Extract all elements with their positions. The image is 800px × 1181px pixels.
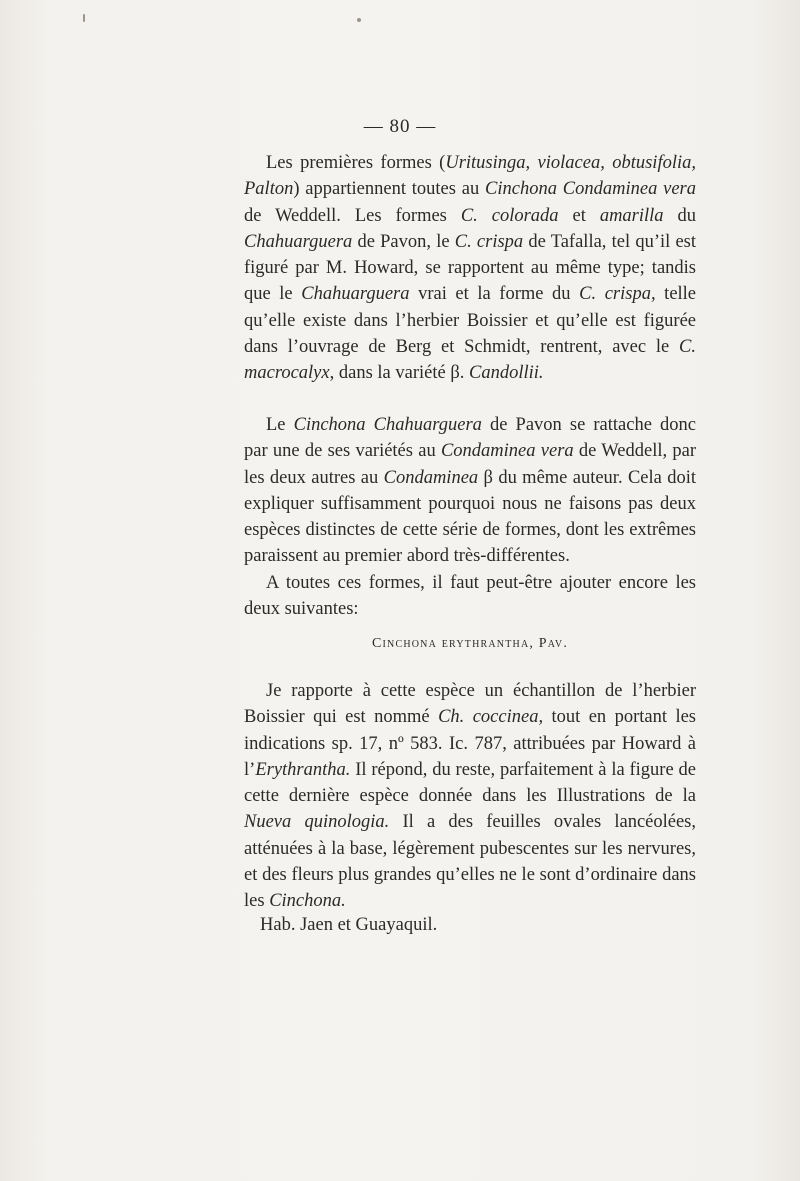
text-run: Il répond, du reste, parfaitement à la figure de cette dernière espèce donnée dans les Illustrations de la [244, 759, 696, 807]
paragraph-5 [244, 912, 696, 938]
text-run: de Weddell. Les formes [244, 205, 461, 226]
text-run: Il a des feuilles ovales lancéolées, atténuées à la base, légèrement pubescentes sur les nervures, et des fleurs plus grandes qu’elles ne le sont d’ordinaire dans les [244, 812, 697, 912]
ink-speck [357, 18, 361, 22]
italic-taxon: Ch. coccinea, [438, 707, 544, 728]
italic-taxon: C. crispa [454, 231, 524, 252]
text-run: tout en portant les indications sp. 17, nº 583. Ic. 787, attribuées par Howard à l’ [244, 707, 697, 780]
italic-taxon: C. crispa, [579, 284, 656, 305]
text-run: β du même auteur. Cela doit expliquer suffisamment pourquoi nous ne faisons pas deux espèces distinctes de cette série de formes, dont les extrêmes paraissent au premier abord très-différentes. [244, 467, 696, 567]
text-run: du [663, 205, 696, 226]
text-run: Hab. Jaen et Guayaquil. [260, 915, 438, 935]
text-run: de Weddell, par les deux autres au [244, 441, 696, 488]
paragraph-3 [244, 570, 696, 623]
italic-taxon: Uritusinga [445, 153, 526, 173]
italic-taxon: Nueva quinologia. [244, 812, 390, 833]
text-run: Je rapporte à cette espèce un échantillon de l’herbier Boissier qui est nommé [244, 681, 696, 728]
italic-taxon: amarilla [599, 205, 664, 226]
italic-taxon: Chahuarguera [301, 284, 410, 305]
italic-taxon: Chahuarguera [244, 231, 353, 252]
text-run: ) appartiennent toutes au [293, 179, 486, 200]
text-run: Les premières formes ( [266, 153, 446, 173]
page-number: — 80 — [363, 116, 437, 137]
text-run: , [525, 153, 538, 173]
text-run: A toutes ces formes, il faut peut-être ajouter encore les deux suivantes: [244, 573, 696, 620]
text-run: vrai et la forme du [409, 284, 580, 305]
text-run: Le [266, 415, 294, 435]
text-run: de Pavon se rattache donc par une de ses variétés au [244, 415, 696, 462]
text-run: de Pavon, le [352, 231, 455, 252]
text-run: telle qu’elle existe dans l’herbier Boissier et qu’elle est figurée dans l’ouvrage de Berg et Schmidt, rentrent, avec le [244, 284, 697, 358]
paragraph-4 [244, 678, 696, 915]
italic-taxon: Condaminea vera [440, 441, 574, 462]
italic-taxon: Cinchona. [269, 891, 346, 912]
ink-speck [83, 14, 85, 22]
text-run: et [558, 205, 600, 226]
italic-taxon: Condaminea [383, 467, 479, 488]
italic-taxon: violacea, obtusifolia, Palton [244, 153, 696, 200]
paragraph-2 [244, 412, 696, 570]
paragraph-1 [244, 150, 696, 387]
italic-taxon: Erythrantha. [255, 759, 351, 780]
italic-taxon: Cinchona Chahuarguera [293, 415, 482, 435]
text-run: de Tafalla, tel qu’il est figuré par M. Howard, se rapportent au même type; tandis que le [244, 231, 697, 305]
italic-taxon: Cinchona Condaminea vera [485, 179, 696, 200]
italic-taxon: C. macrocalyx [244, 337, 696, 384]
text-run: , dans la variété β. [329, 363, 469, 384]
species-heading: Cinchona erythrantha, Pav. [371, 636, 569, 651]
italic-taxon: C. colorada [460, 205, 559, 226]
italic-taxon: Candollii. [468, 363, 544, 384]
